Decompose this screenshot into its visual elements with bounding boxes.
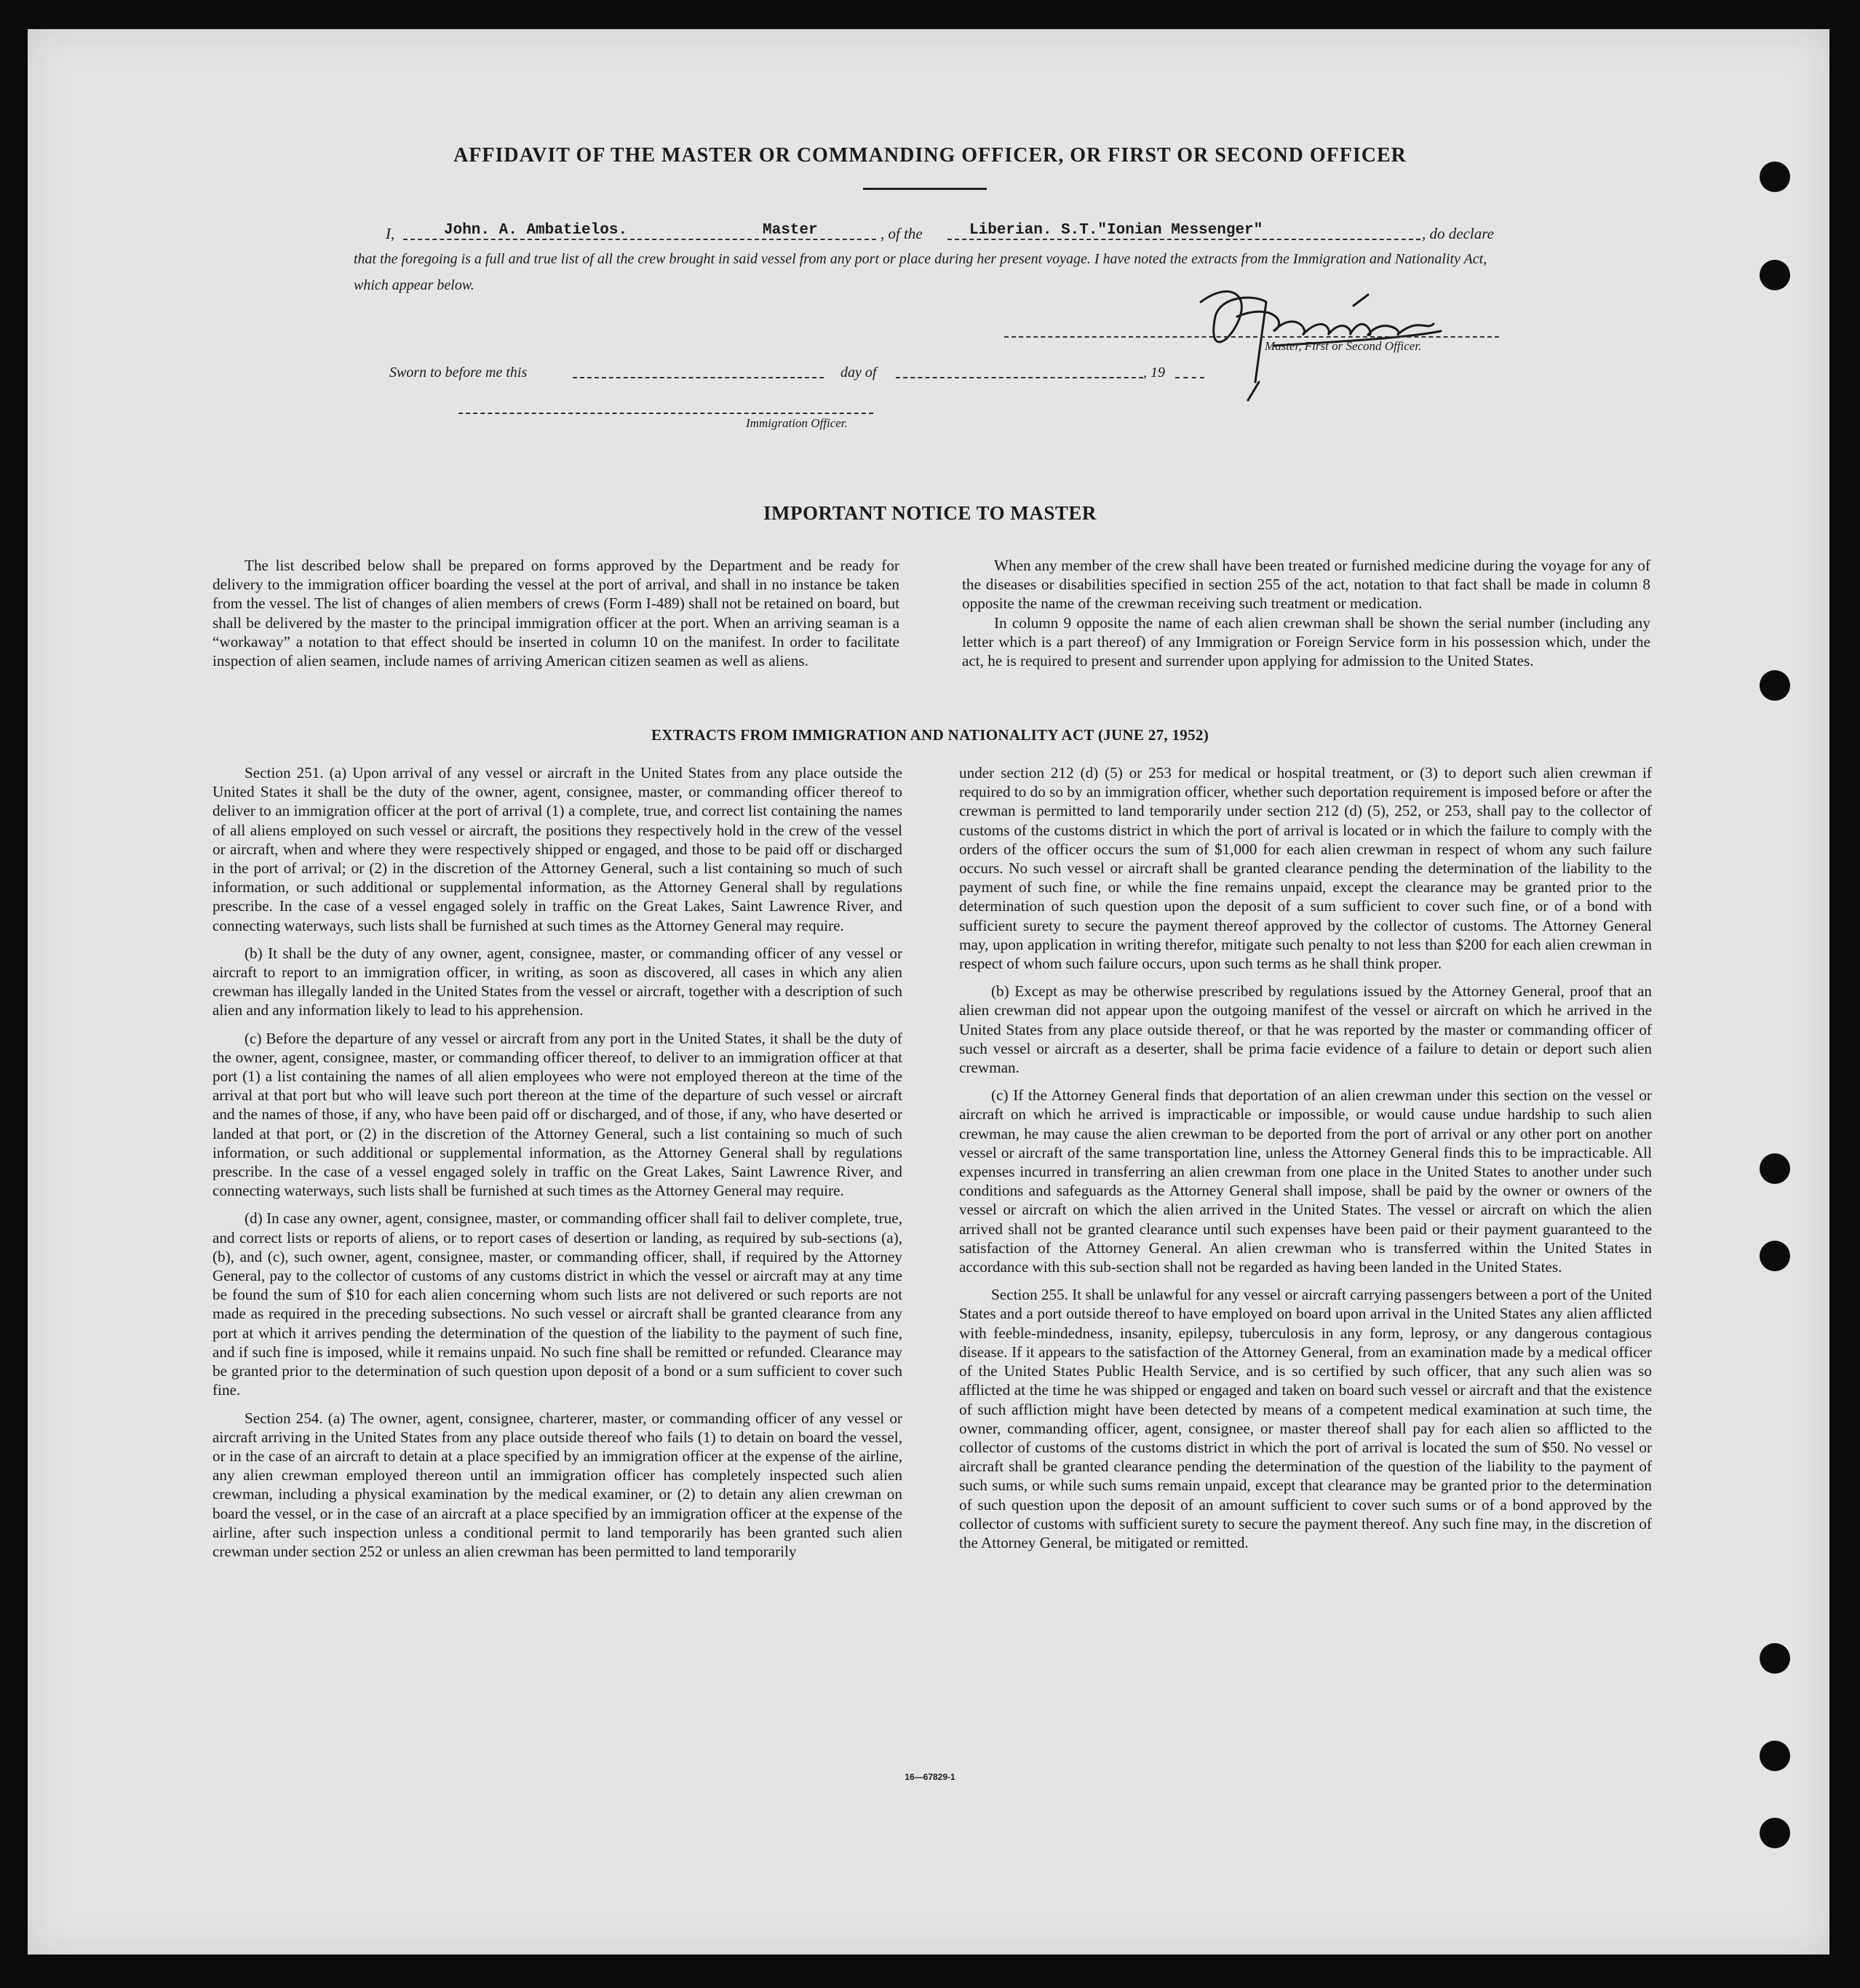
affidavit-title: AFFIDAVIT OF THE MASTER OR COMMANDING OFFICER, OR FIRST OR SECOND OFFICER: [453, 144, 1407, 167]
notice-right-column: [962, 556, 1650, 670]
act-left-column: [212, 763, 902, 1561]
punch-hole: [1760, 1818, 1790, 1848]
fill-line: [403, 239, 876, 240]
sworn-line: [389, 357, 1226, 386]
declaration-prefix: I,: [386, 225, 395, 242]
declare-label: , do declare: [1422, 225, 1494, 242]
notice-paragraph: When any member of the crew shall have been treated or furnished medicine during the voyage for any of the diseases or disabilities specified in section 255 of the act, notation to that fact shall be made in column 8 opposite the name of the crewman receiving such treatment or medication.: [962, 557, 1650, 613]
declarant-rank-field[interactable]: Master: [763, 222, 818, 239]
act-right-column: [959, 763, 1652, 1552]
punch-hole: [1760, 670, 1790, 701]
signature-caption: Master, First or Second Officer.: [1265, 339, 1422, 353]
declaration-line: [386, 218, 1503, 247]
title-divider: [863, 188, 987, 190]
act-paragraph-255: Section 255. It shall be unlawful for any vessel or aircraft carrying passengers between a port of the United States and a port outside thereof to have employed on board upon arrival in the United States any alien afflicted with feeble-mindedness, insanity, epilepsy, tuberculosis in any form, leprosy, or any dangerous contagious disease. If it appears to the satisfaction of the Attorney General, from an examination made by a medical officer of the United States Public Health Service, and is so certified by such officer, that any such alien was so afflicted at the time he was shipped or engaged and taken on board such vessel or aircraft and that the existence of such affliction might have been detected by means of a competent medical examination at such time, the owner, commanding officer, agent, consignee, or master thereof shall pay for each alien so afflicted to the collector of customs of the customs district in which the port of arrival is located the sum of $50. No vessel or aircraft shall be granted clearance pending the determination of the question of the liability to the payment of such sums, or while such sums remain unpaid, except that clearance may be granted prior to the determination of such question upon the deposit of an amount sufficient to cover such sums or of a bond approved by the collector of customs with sufficient surety to secure the payment thereof. Any such fine may, in the discretion of the Attorney General, be mitigated or remitted.: [959, 1286, 1652, 1551]
sworn-label: Sworn to before me this: [389, 365, 528, 381]
year-label: , 19: [1143, 365, 1165, 381]
signature-line: [1004, 336, 1499, 338]
fill-line: [947, 239, 1420, 240]
act-paragraph-251c: (c) Before the departure of any vessel or aircraft from any port in the United States, it shall be the duty of the owner, agent, consignee, master, or commanding officer thereof, to deliver to an immigration officer at that port (1) a list containing the names of all alien employees who were not employed thereon at the time of the arrival at that port but who will leave such port thereon at the time of the departure of such vessel or aircraft and the names of those, if any, who have been paid off or discharged, and of those, if any, who have deserted or landed at that port, or (2) in the discretion of the Attorney General, such a list containing so much of such information, or such additional or supplemental information, as the Attorney General shall by regulations prescribe. In the case of a vessel engaged solely in traffic on the Great Lakes, Saint Lawrence River, and connecting waterways, such lists shall be furnished at such times as the Attorney General may require.: [212, 1029, 902, 1200]
immigration-officer-caption: Immigration Officer.: [746, 416, 848, 430]
form-code: 16—67829-1: [905, 1772, 955, 1782]
act-paragraph-251a: Section 251. (a) Upon arrival of any vessel or aircraft in the United States from any place outside the United States it shall be the duty of the owner, agent, consignee, master, or commanding officer thereof to deliver to an immigration officer at the port of arrival (1) a complete, true, and correct list containing the names of all aliens employed on such vessel or aircraft, the positions they respectively hold in the crew of the vessel or aircraft, when and where they were respectively shipped or engaged, and those to be paid off or discharged in the port of arrival; or (2) in the discretion of the Attorney General, such a list containing so much of such information, or such additional or supplemental information, as the Attorney General shall by regulations prescribe. In the case of a vessel engaged solely in traffic on the Great Lakes, Saint Lawrence River, and connecting waterways, such lists shall be furnished at such times as the Attorney General may require.: [212, 764, 902, 934]
day-of-label: day of: [840, 365, 877, 381]
act-paragraph-251b: (b) It shall be the duty of any owner, agent, consignee, master, or commanding officer of any vessel or aircraft to report to an immigration officer, in writing, as soon as discovered, all cases in which any alien crewman has illegally landed in the United States from the vessel or aircraft, together with a description of such alien and any information likely to lead to his apprehension.: [212, 944, 902, 1019]
punch-hole: [1760, 1241, 1790, 1271]
punch-hole: [1760, 260, 1790, 290]
act-paragraph-254c: (c) If the Attorney General finds that deportation of an alien crewman under this section on the vessel or aircraft on which he arrived is impracticable or impossible, or would cause undue hardship to such alien crewman, he may cause the alien crewman to be deported from the port of arrival or any other port on another vessel or aircraft of the same transportation line, unless the Attorney General finds this to be impracticable. All expenses incurred in transferring an alien crewman from one place in the United States to another under such conditions and safeguards as the Attorney General shall impose, shall be paid by the owner or owners of the vessel or aircraft on which the alien arrived in the United States. The vessel or aircraft on which the alien arrived shall not be granted clearance until such expenses have been paid or their payment guaranteed to the satisfaction of the Attorney General. An alien crewman who is transferred within the United States in accordance with this sub-section shall not be regarded as having been landed in the United States.: [959, 1086, 1652, 1276]
notice-paragraph: The list described below shall be prepared on forms approved by the Department and be ready for delivery to the immigration officer boarding the vessel at the port of arrival, and shall in no instance be taken from the vessel. The list of changes of alien members of crews (Form I-489) shall not be retained on board, but shall be delivered by the master to the principal immigration officer at the port. When an arriving seaman is a “workaway” a notation to that effect should be inserted in column 10 on the manifest. In order to facilitate inspection of alien seamen, include names of arriving American citizen seamen as well as aliens.: [212, 557, 899, 670]
of-the-label: , of the: [881, 225, 923, 242]
declaration-text: that the foregoing is a full and true list of all the crew brought in said vessel from any port or place during her present voyage. I have noted the extracts from the Immigration and Nationality Act, which appear below.: [354, 251, 1487, 293]
act-paragraph-254b: (b) Except as may be otherwise prescribed by regulations issued by the Attorney General, proof that an alien crewman did not appear upon the outgoing manifest of the vessel or aircraft on which he arrived in the United States from any place outside thereof, or that he was reported by the master or commanding officer of such vessel or aircraft as a deserter, shall be prima facie evidence of a failure to detain or deport such alien crewman.: [959, 982, 1652, 1077]
notice-title: IMPORTANT NOTICE TO MASTER: [763, 502, 1097, 524]
punch-hole: [1760, 1741, 1790, 1771]
notice-paragraph: In column 9 opposite the name of each alien crewman shall be shown the serial number (including any letter which is a part thereof) of any Immigration or Foreign Service form in his possession which, under the act, he is required to present and surrender upon applying for admission to the United States.: [962, 613, 1650, 670]
sworn-year-field[interactable]: [1175, 377, 1204, 378]
vessel-name-field[interactable]: Liberian. S.T."Ionian Messenger": [969, 222, 1263, 239]
sworn-date-field[interactable]: [573, 377, 824, 378]
punch-hole: [1760, 1153, 1790, 1184]
act-paragraph-251d: (d) In case any owner, agent, consignee, master, or commanding officer shall fail to deliver complete, true, and correct lists or reports of aliens, or to report cases of desertion or landing, as required by sub-sections (a), (b), and (c), such owner, agent, consignee, master, or commanding officer, shall, if required by the Attorney General, pay to the collector of customs of any customs district in which the vessel or aircraft may at any time be found the sum of $10 for each alien concerning whom such lists are not delivered or such reports are not made as required in the preceding subsections. No such vessel or aircraft shall be granted clearance from any port at which it arrives pending the determination of the question of the liability to the payment of such fine, and if such fine is imposed, while it remains unpaid. No such fine shall be remitted or refunded. Clearance may be granted prior to the determination of such question upon deposit of a bond or a sum sufficient to cover such fine.: [212, 1209, 902, 1399]
master-signature: [1186, 273, 1477, 404]
act-paragraph-254a-cont: under section 212 (d) (5) or 253 for medical or hospital treatment, or (3) to deport such alien crewman if required to do so by an immigration officer, whether such deportation requirement is imposed before or after the crewman is permitted to land temporarily under section 212 (d) (5), 252, or 253, shall pay to the collector of customs of the customs district in which the port of arrival is located or in which the failure to comply with the orders of the officer occurs the sum of $1,000 for each alien crewman in respect of whom any such failure occurs. No such vessel or aircraft shall be granted clearance pending the determination of the liability to the payment of such fine, or while the fine remains unpaid, except the clearance may be granted prior to the determination of such question upon the deposit of a sum sufficient to cover such fine, or of a bond with sufficient surety to secure the payment thereof approved by the collector of customs. The Attorney General may, upon application in writing therefor, mitigate such penalty to not less than $200 for each alien crewman in respect of whom such failure occurs, upon such terms as he shall think proper.: [959, 764, 1652, 973]
declarant-name-field[interactable]: John. A. Ambatielos.: [444, 222, 628, 239]
sworn-month-field[interactable]: [896, 377, 1143, 378]
immigration-officer-line: [458, 413, 873, 414]
notice-left-column: [212, 556, 899, 670]
punch-hole: [1760, 1643, 1790, 1674]
act-paragraph-254a: Section 254. (a) The owner, agent, consignee, charterer, master, or commanding officer of any vessel or aircraft arriving in the United States from any place outside thereof who fails (1) to detain on board the vessel, or in the case of an aircraft to detain at a place specified by an immigration officer at the expense of the airline, any alien crewman employed thereon until an immigration officer has completely inspected such alien crewman, including a physical examination by the medical examiner, or (2) to detain any alien crewman on board the vessel, or in the case of an aircraft at a place specified by an immigration officer at the expense of the airline, after such inspection unless a conditional permit to land temporarily has been granted such alien crewman under section 252 or unless an alien crewman has been permitted to land temporarily: [212, 1409, 902, 1560]
extracts-title: EXTRACTS FROM IMMIGRATION AND NATIONALITY ACT (JUNE 27, 1952): [651, 726, 1209, 744]
